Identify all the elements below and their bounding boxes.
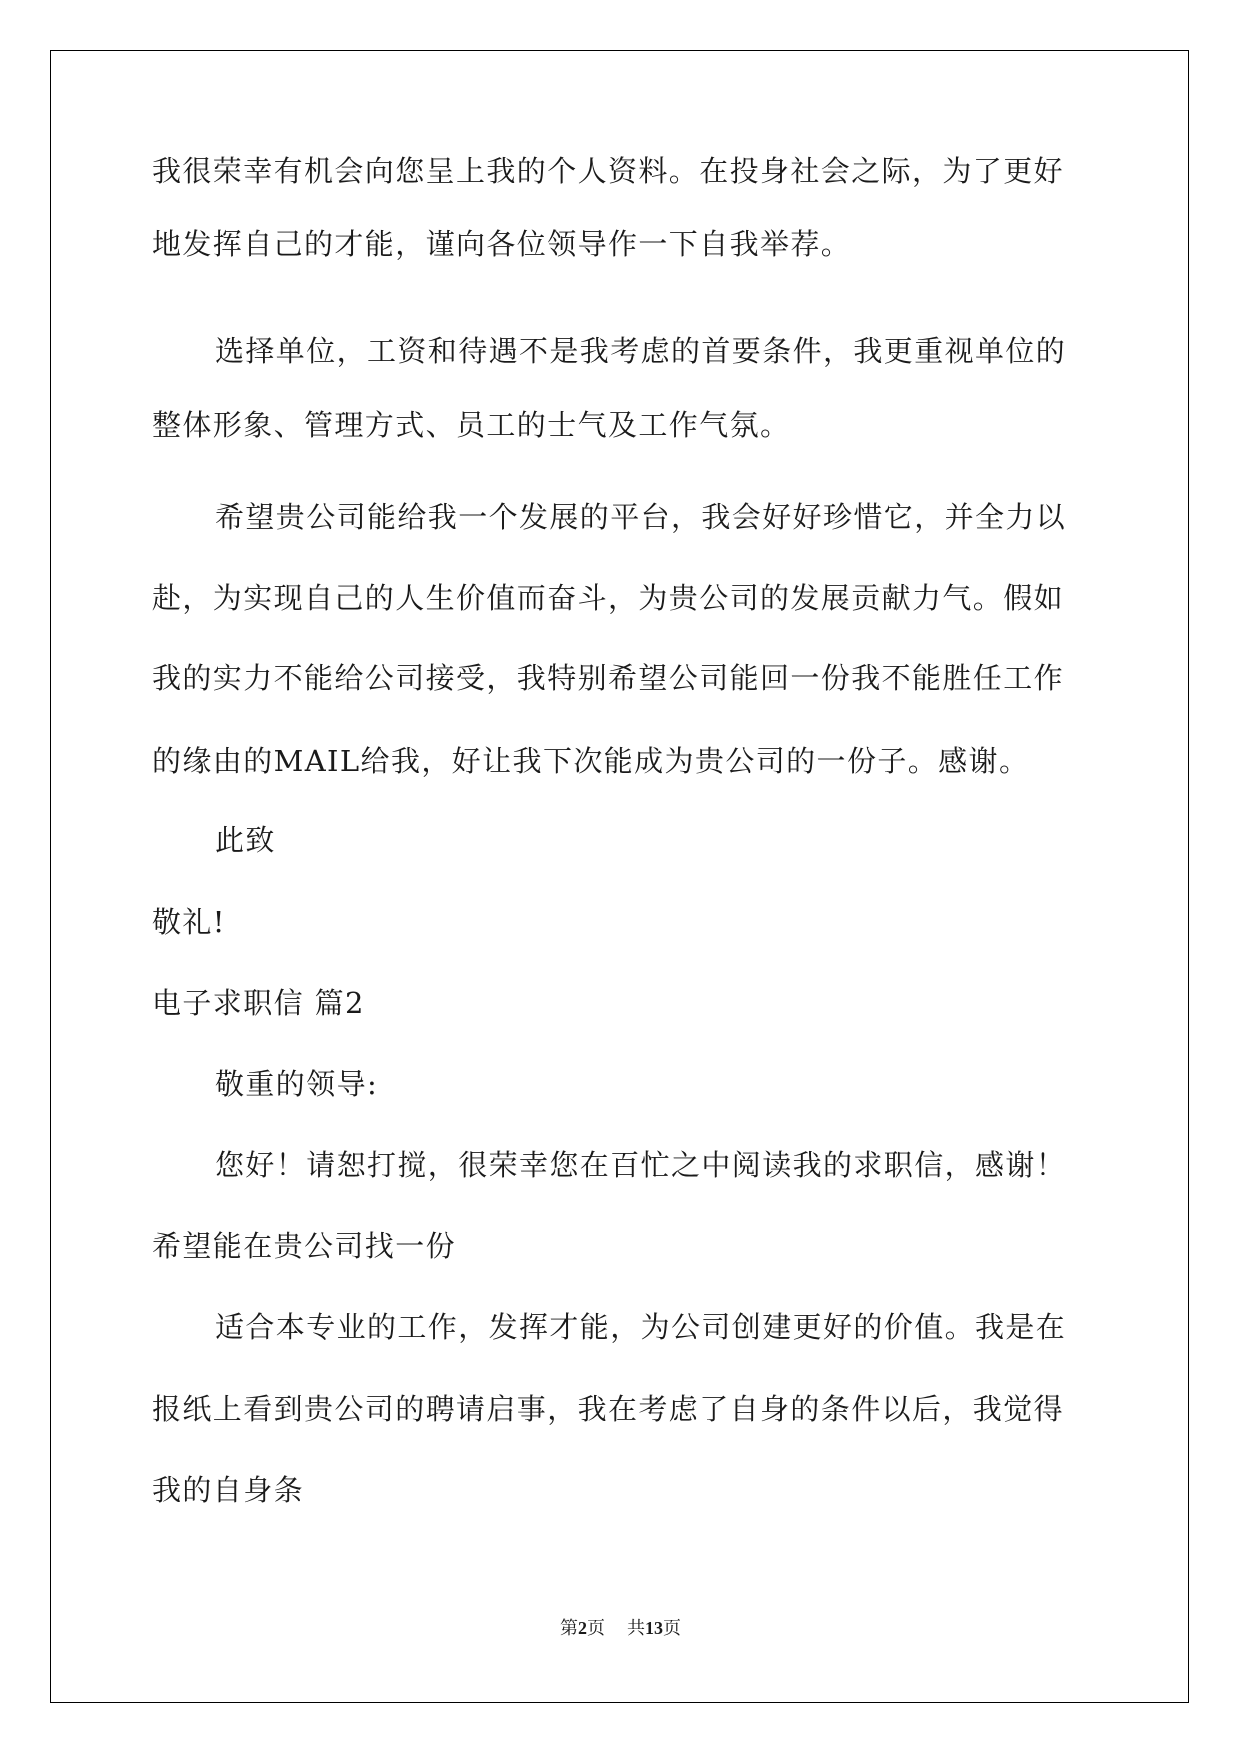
total-prefix: 共 xyxy=(627,1618,645,1638)
text-line: 您好！请恕打搅，很荣幸您在百忙之中阅读我的求职信，感谢！ xyxy=(215,1148,1067,1182)
total-suffix: 页 xyxy=(663,1618,681,1638)
salutation: 敬重的领导: xyxy=(215,1067,379,1101)
text-line: 的缘由的MAIL给我，好让我下次能成为贵公司的一份子。感谢。 xyxy=(152,744,1030,778)
text-line: 我很荣幸有机会向您呈上我的个人资料。在投身社会之际，为了更好 xyxy=(152,154,1065,188)
section-heading: 电子求职信 篇2 xyxy=(152,986,365,1020)
page-suffix: 页 xyxy=(587,1618,605,1638)
page-border xyxy=(50,50,1189,1703)
text-line: 整体形象、管理方式、员工的士气及工作气氛。 xyxy=(152,408,791,442)
text-line: 选择单位，工资和待遇不是我考虑的首要条件，我更重视单位的 xyxy=(215,334,1067,368)
closing-phrase: 此致 xyxy=(215,823,276,857)
text-line: 赴，为实现自己的人生价值而奋斗，为贵公司的发展贡献力气。假如 xyxy=(152,581,1065,615)
page-footer xyxy=(0,1616,1241,1640)
text-line: 报纸上看到贵公司的聘请启事，我在考虑了自身的条件以后，我觉得 xyxy=(152,1392,1065,1426)
text-line: 我的实力不能给公司接受，我特别希望公司能回一份我不能胜任工作 xyxy=(152,661,1065,695)
text-line: 我的自身条 xyxy=(152,1473,305,1507)
page-number: 2 xyxy=(578,1618,587,1638)
text-line: 希望贵公司能给我一个发展的平台，我会好好珍惜它，并全力以 xyxy=(215,500,1067,534)
text-line: 地发挥自己的才能，谨向各位领导作一下自我举荐。 xyxy=(152,227,852,261)
page-prefix: 第 xyxy=(560,1618,578,1638)
text-line: 希望能在贵公司找一份 xyxy=(152,1229,457,1263)
closing-salute: 敬礼! xyxy=(152,905,226,939)
text-line: 适合本专业的工作，发挥才能，为公司创建更好的价值。我是在 xyxy=(215,1310,1067,1344)
total-pages: 13 xyxy=(645,1618,663,1638)
